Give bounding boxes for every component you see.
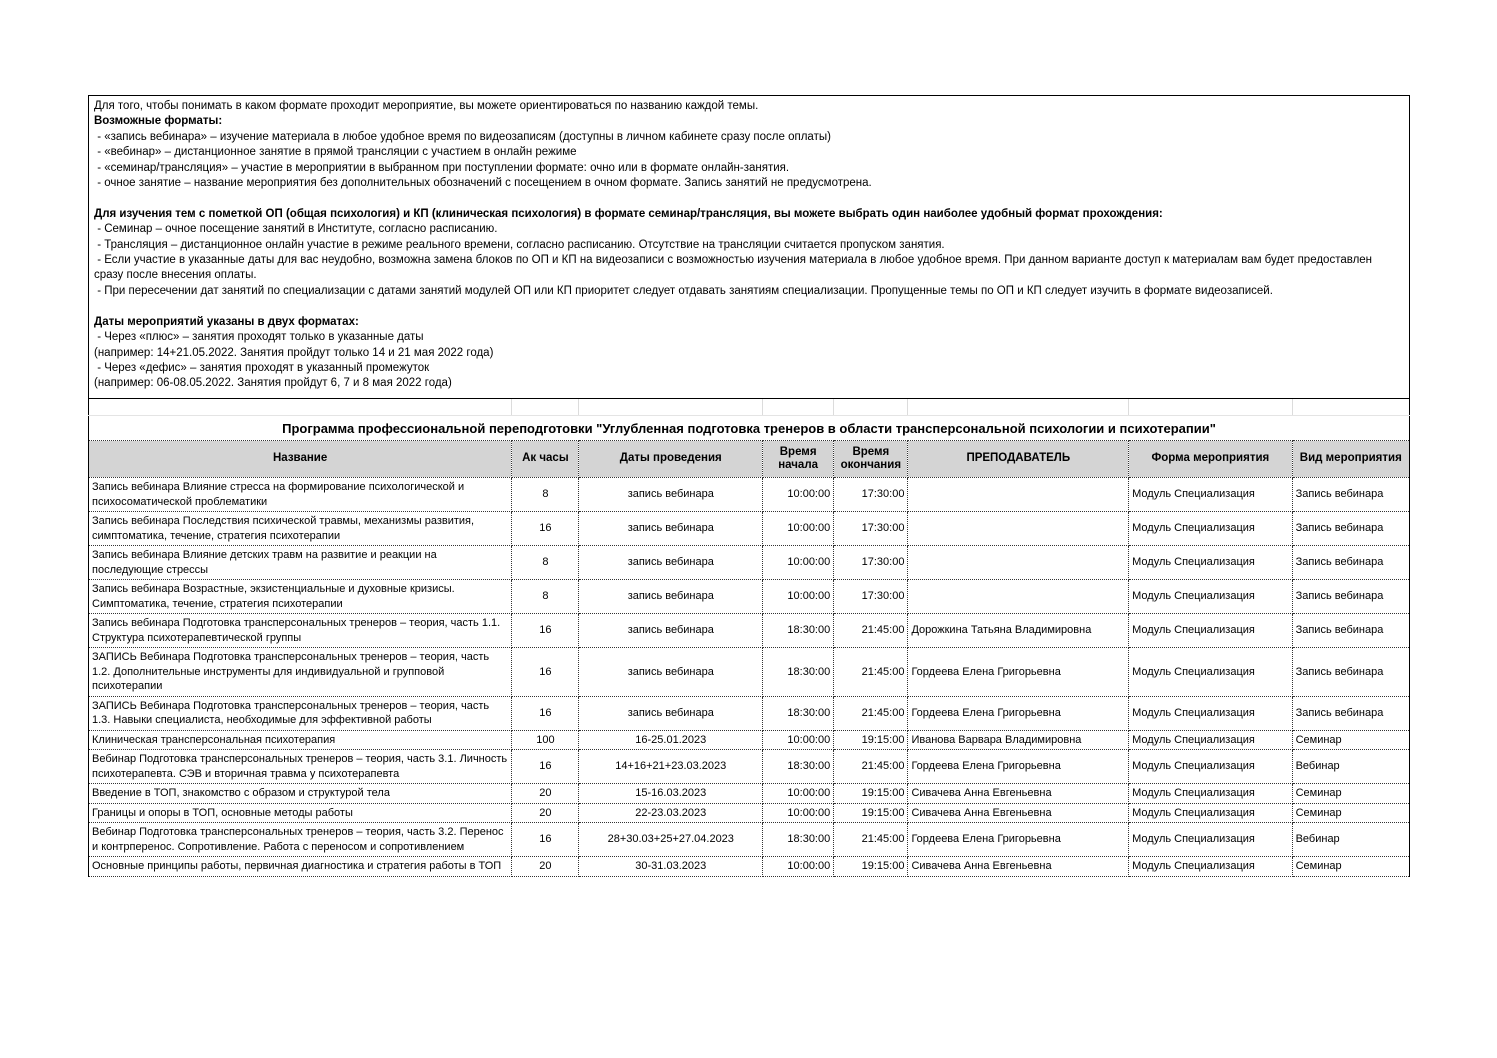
cell-start-time: 10:00:00 [763,580,834,614]
cell-name: Вебинар Подготовка трансперсональных тренеров – теория, часть 3.1. Личность психотерапевта. СЭВ и вторичная травма у психотерапевта [89,750,512,784]
info-line: (например: 14+21.05.2022. Занятия пройдут только 14 и 21 мая 2022 года) [94,346,494,359]
table-row [89,784,1410,804]
cell-hours: 8 [512,546,579,580]
cell-hours: 8 [512,478,579,512]
table-row [89,512,1410,546]
cell-dates: 30-31.03.2023 [579,857,763,877]
info-line [94,191,1403,206]
cell-dates: запись вебинара [579,580,763,614]
cell-kind: Семинар [1292,857,1409,877]
cell-kind: Семинар [1292,803,1409,823]
cell-hours: 100 [512,730,579,750]
cell-dates: 14+16+21+23.03.2023 [579,750,763,784]
info-line: - Через «дефис» – занятия проходят в указанный промежуток [94,361,430,374]
cell-form: Модуль Специализация [1129,784,1292,804]
info-line: (например: 06-08.05.2022. Занятия пройдут 6, 7 и 8 мая 2022 года) [94,377,452,390]
grid-cell [1129,399,1292,416]
cell-kind: Запись вебинара [1292,546,1409,580]
cell-form: Модуль Специализация [1129,478,1292,512]
table-row [89,546,1410,580]
cell-kind: Вебинар [1292,823,1409,857]
grid-cell [1292,399,1409,416]
table-row [89,478,1410,512]
table-row [89,857,1410,877]
cell-kind: Запись вебинара [1292,648,1409,697]
format-info-box [88,95,1410,399]
cell-form: Модуль Специализация [1129,648,1292,697]
title-row [89,416,1410,441]
info-line: Для того, чтобы понимать в каком формате проходит мероприятие, вы можете ориентироваться по названию каждой темы. [94,100,759,112]
cell-start-time: 10:00:00 [763,857,834,877]
info-line: - Если участие в указанные даты для вас неудобно, возможна замена блоков по ОП и КП на видеозаписи с возможностью изучения материала в любое удобное время. При данном варианте доступ к материалам вам будет предоставлен сразу после внесения оплаты. [94,254,1376,282]
column-header-end-time: Время окончания [834,441,908,478]
cell-hours: 16 [512,614,579,648]
cell-teacher [908,546,1129,580]
info-line [94,299,1403,314]
cell-name: Основные принципы работы, первичная диагностика и стратегия работы в ТОП [89,857,512,877]
cell-start-time: 18:30:00 [763,823,834,857]
cell-start-time: 10:00:00 [763,803,834,823]
info-line: - Трансляция – дистанционное онлайн участие в режиме реального времени, согласно расписанию. Отсутствие на трансляции считается пропуском занятия. [94,238,945,251]
program-title: Программа профессиональной переподготовки "Углубленная подготовка тренеров в области трансперсональной психологии и психотерапии" [282,420,1216,436]
info-line: - «вебинар» – дистанционное занятие в прямой трансляции с участием в онлайн режиме [94,146,577,159]
cell-dates: 15-16.03.2023 [579,784,763,804]
cell-kind: Вебинар [1292,750,1409,784]
empty-grid-row [89,399,1410,416]
cell-start-time: 10:00:00 [763,512,834,546]
cell-name: Введение в ТОП, знакомство с образом и структурой тела [89,784,512,804]
cell-end-time: 17:30:00 [834,580,908,614]
cell-form: Модуль Специализация [1129,823,1292,857]
cell-name: Границы и опоры в ТОП, основные методы работы [89,803,512,823]
grid-cell [908,399,1129,416]
cell-end-time: 21:45:00 [834,750,908,784]
cell-start-time: 10:00:00 [763,784,834,804]
column-header-form: Форма мероприятия [1129,441,1292,478]
cell-dates: 28+30.03+25+27.04.2023 [579,823,763,857]
table-header-row [89,441,1410,478]
cell-teacher [908,478,1129,512]
cell-start-time: 10:00:00 [763,730,834,750]
cell-start-time: 18:30:00 [763,648,834,697]
column-header-teacher: ПРЕПОДАВАТЕЛЬ [908,441,1129,478]
info-line: - Семинар – очное посещение занятий в Институте, согласно расписанию. [94,223,498,236]
info-line: - очное занятие – название мероприятия без дополнительных обозначений с посещением в очном формате. Запись занятий не предусмотрена. [94,177,872,190]
cell-dates: запись вебинара [579,696,763,730]
grid-cell [512,399,579,416]
info-heading: Для изучения тем с пометкой ОП (общая психология) и КП (клиническая психология) в формате семинар/трансляция, вы можете выбрать один наиболее удобный формат прохождения: [94,207,1163,220]
cell-dates: запись вебинара [579,478,763,512]
cell-end-time: 19:15:00 [834,857,908,877]
cell-form: Модуль Специализация [1129,750,1292,784]
cell-name: Вебинар Подготовка трансперсональных тренеров – теория, часть 3.2. Перенос и контрперенос. Сопротивление. Работа с переносом и сопротивлением [89,823,512,857]
table-row [89,803,1410,823]
program-schedule-table [88,399,1410,877]
cell-kind: Запись вебинара [1292,478,1409,512]
cell-form: Модуль Специализация [1129,803,1292,823]
cell-start-time: 10:00:00 [763,546,834,580]
cell-hours: 16 [512,750,579,784]
cell-end-time: 17:30:00 [834,546,908,580]
cell-dates: 16-25.01.2023 [579,730,763,750]
cell-hours: 16 [512,823,579,857]
cell-teacher: Сивачева Анна Евгеньевна [908,784,1129,804]
grid-cell [89,399,512,416]
table-row [89,730,1410,750]
cell-end-time: 21:45:00 [834,648,908,697]
cell-hours: 20 [512,803,579,823]
cell-teacher: Гордеева Елена Григорьевна [908,750,1129,784]
cell-form: Модуль Специализация [1129,512,1292,546]
cell-hours: 8 [512,580,579,614]
grid-cell [834,399,908,416]
cell-form: Модуль Специализация [1129,546,1292,580]
cell-teacher: Сивачева Анна Евгеньевна [908,803,1129,823]
table-row [89,823,1410,857]
info-line: - «семинар/трансляция» – участие в мероприятии в выбранном при поступлении формате: очно или в формате онлайн-занятия. [94,161,790,174]
cell-teacher: Дорожкина Татьяна Владимировна [908,614,1129,648]
table-row [89,614,1410,648]
cell-teacher: Гордеева Елена Григорьевна [908,696,1129,730]
cell-kind: Семинар [1292,784,1409,804]
cell-hours: 20 [512,784,579,804]
cell-dates: запись вебинара [579,614,763,648]
cell-teacher: Гордеева Елена Григорьевна [908,648,1129,697]
column-header-kind: Вид мероприятия [1292,441,1409,478]
cell-dates: запись вебинара [579,512,763,546]
cell-end-time: 19:15:00 [834,803,908,823]
cell-start-time: 18:30:00 [763,750,834,784]
cell-teacher [908,580,1129,614]
cell-kind: Запись вебинара [1292,614,1409,648]
cell-kind: Запись вебинара [1292,512,1409,546]
cell-teacher [908,512,1129,546]
cell-kind: Семинар [1292,730,1409,750]
cell-name: ЗАПИСЬ Вебинара Подготовка трансперсональных тренеров – теория, часть 1.2. Дополнительные инструменты для индивидуальной и групповой психотерапии [89,648,512,697]
cell-hours: 16 [512,696,579,730]
cell-name: Запись вебинара Влияние детских травм на развитие и реакции на последующие стрессы [89,546,512,580]
cell-hours: 20 [512,857,579,877]
info-heading: Даты мероприятий указаны в двух форматах: [94,315,359,328]
cell-kind: Запись вебинара [1292,580,1409,614]
cell-end-time: 21:45:00 [834,614,908,648]
cell-dates: запись вебинара [579,648,763,697]
column-header-dates: Даты проведения [579,441,763,478]
cell-end-time: 21:45:00 [834,823,908,857]
column-header-start-time: Время начала [763,441,834,478]
info-line: - «запись вебинара» – изучение материала в любое удобное время по видеозаписям (доступны в личном кабинете сразу после оплаты) [94,130,831,143]
cell-form: Модуль Специализация [1129,696,1292,730]
cell-start-time: 18:30:00 [763,614,834,648]
cell-kind: Запись вебинара [1292,696,1409,730]
cell-start-time: 10:00:00 [763,478,834,512]
cell-name: Запись вебинара Возрастные, экзистенциальные и духовные кризисы. Симптоматика, течение, стратегия психотерапии [89,580,512,614]
table-row [89,580,1410,614]
cell-name: Клиническая трансперсональная психотерапия [89,730,512,750]
cell-end-time: 17:30:00 [834,512,908,546]
cell-end-time: 19:15:00 [834,730,908,750]
cell-form: Модуль Специализация [1129,580,1292,614]
grid-cell [763,399,834,416]
cell-dates: 22-23.03.2023 [579,803,763,823]
cell-dates: запись вебинара [579,546,763,580]
table-row [89,750,1410,784]
cell-name: Запись вебинара Влияние стресса на формирование психологической и психосоматической проблематики [89,478,512,512]
cell-end-time: 17:30:00 [834,478,908,512]
cell-name: Запись вебинара Последствия психической травмы, механизмы развития, симптоматика, течение, стратегия психотерапии [89,512,512,546]
cell-teacher: Сивачева Анна Евгеньевна [908,857,1129,877]
cell-form: Модуль Специализация [1129,614,1292,648]
cell-teacher: Иванова Варвара Владимировна [908,730,1129,750]
sheet-content [88,95,1410,877]
info-line: - При пересечении дат занятий по специализации с датами занятий модулей ОП или КП приоритет следует отдавать занятиям специализации. Пропущенные темы по ОП и КП следует изучить в формате видеозаписей. [94,284,1273,297]
table-row [89,648,1410,697]
cell-name: ЗАПИСЬ Вебинара Подготовка трансперсональных тренеров – теория, часть 1.3. Навыки специалиста, необходимые для эффективной работы [89,696,512,730]
cell-teacher: Гордеева Елена Григорьевна [908,823,1129,857]
cell-form: Модуль Специализация [1129,857,1292,877]
info-line: - Через «плюс» – занятия проходят только в указанные даты [94,331,424,344]
column-header-hours: Ак часы [512,441,579,478]
cell-end-time: 19:15:00 [834,784,908,804]
cell-start-time: 18:30:00 [763,696,834,730]
cell-name: Запись вебинара Подготовка трансперсональных тренеров – теория, часть 1.1. Структура психотерапевтической группы [89,614,512,648]
table-row [89,696,1410,730]
grid-cell [579,399,763,416]
cell-hours: 16 [512,648,579,697]
column-header-name: Название [89,441,512,478]
cell-end-time: 21:45:00 [834,696,908,730]
cell-hours: 16 [512,512,579,546]
info-heading: Возможные форматы: [94,115,223,128]
cell-form: Модуль Специализация [1129,730,1292,750]
